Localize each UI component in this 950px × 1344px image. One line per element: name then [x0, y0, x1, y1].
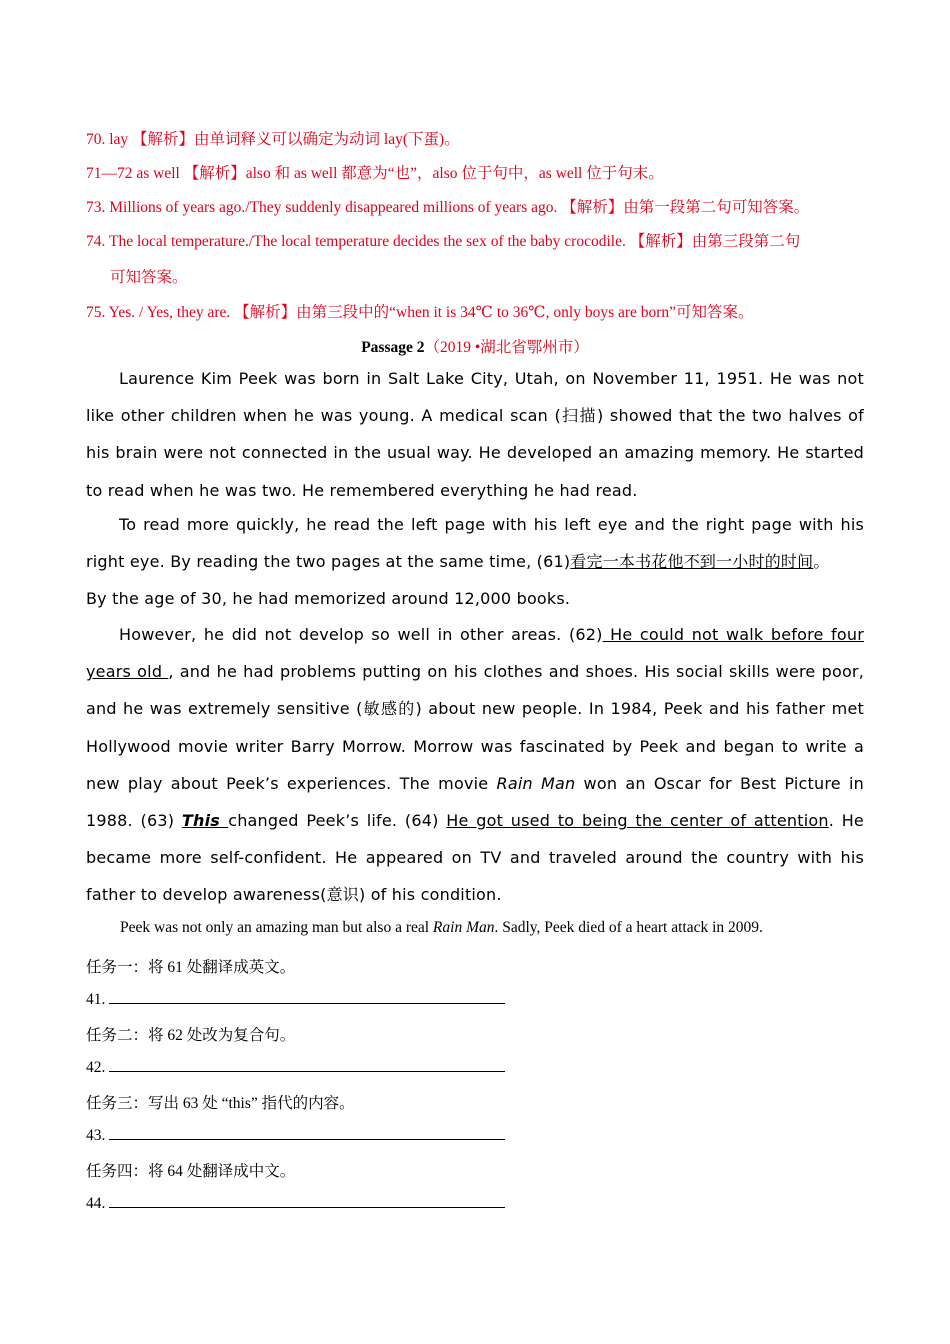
answer-line-41[interactable]: 41. [86, 989, 505, 1009]
passage-title [0, 335, 950, 357]
answer-line-42[interactable]: 42. [86, 1057, 505, 1077]
answer-73: 73. Millions of years ago./They suddenly disappeared millions of years ago. 【解析】由第一段第二句可知答案。 [86, 199, 810, 216]
answer-71-72: 71—72 as well 【解析】also 和 as well 都意为“也”，also 位于句中，as well 位于句末。 [86, 165, 664, 182]
sentence-62: He could not walk before four years old [86, 625, 865, 682]
answer-70: 70. lay 【解析】由单词释义可以确定为动词 lay(下蛋)。 [86, 131, 460, 148]
passage-source: （2019 •湖北省鄂州市） [424, 339, 589, 356]
paragraph-1: Laurence Kim Peek was born in Salt Lake City, Utah, on November 11, 1951. He was not like other children when he was young. A medical scan (扫描) showed that the two halves of his brain were not connected in the usual way. He developed an amazing memory. He started to read when he was two. He remembered everything he had read. [86, 369, 865, 500]
sentence-64: He got used to being the center of attention [446, 811, 829, 831]
blank-61: 看完一本书花他不到一小时的时间 [570, 552, 814, 572]
paragraph-4: Peek was not only an amazing man but also a real Rain Man. Sadly, Peek died of a heart attack in 2009. [120, 919, 763, 936]
answer-74: 74. The local temperature./The local temperature decides the sex of the baby crocodile. 【解析】由第三段第二句 [86, 233, 801, 250]
answer-74-continued: 可知答案。 [110, 269, 188, 286]
task-1-instruction: 任务一：将 61 处翻译成英文。 [86, 959, 296, 976]
task-3-instruction: 任务三：写出 63 处 “this” 指代的内容。 [86, 1095, 355, 1112]
answer-line-43[interactable]: 43. [86, 1125, 505, 1145]
word-this-63: This [181, 811, 229, 831]
paragraph-3: However, he did not develop so well in other areas. (62) He could not walk before four years old , and he had problems putting on his clothes and shoes. His social skills were poor, and he was extremely sensitive (敏感的) about new people. In 1984, Peek and his father met Hollywood movie writer Barry Morrow. Morrow was fascinated by Peek and began to write a new play about Peek’s experiences. The movie Rain Man won an Oscar for Best Picture in 1988. (63) This changed Peek’s life. (64) He got used to being the center of attention. He became more self-confident. He appeared on TV and traveled around the country with his father to develop awareness(意识) of his condition. [86, 625, 865, 905]
task-4-instruction: 任务四：将 64 处翻译成中文。 [86, 1163, 296, 1180]
answer-75: 75. Yes. / Yes, they are. 【解析】由第三段中的“when it is 34℃ to 36℃, only boys are born”可知答案。 [86, 304, 754, 321]
answer-line-44[interactable]: 44. [86, 1193, 505, 1213]
paragraph-2: To read more quickly, he read the left page with his left eye and the right page with his right eye. By reading the two pages at the same time, (61)看完一本书花他不到一小时的时间。 By the age of 30, he had memorized around 12,000 books. [86, 515, 864, 609]
task-2-instruction: 任务二：将 62 处改为复合句。 [86, 1027, 296, 1044]
passage-title-label: Passage 2 [361, 339, 425, 356]
